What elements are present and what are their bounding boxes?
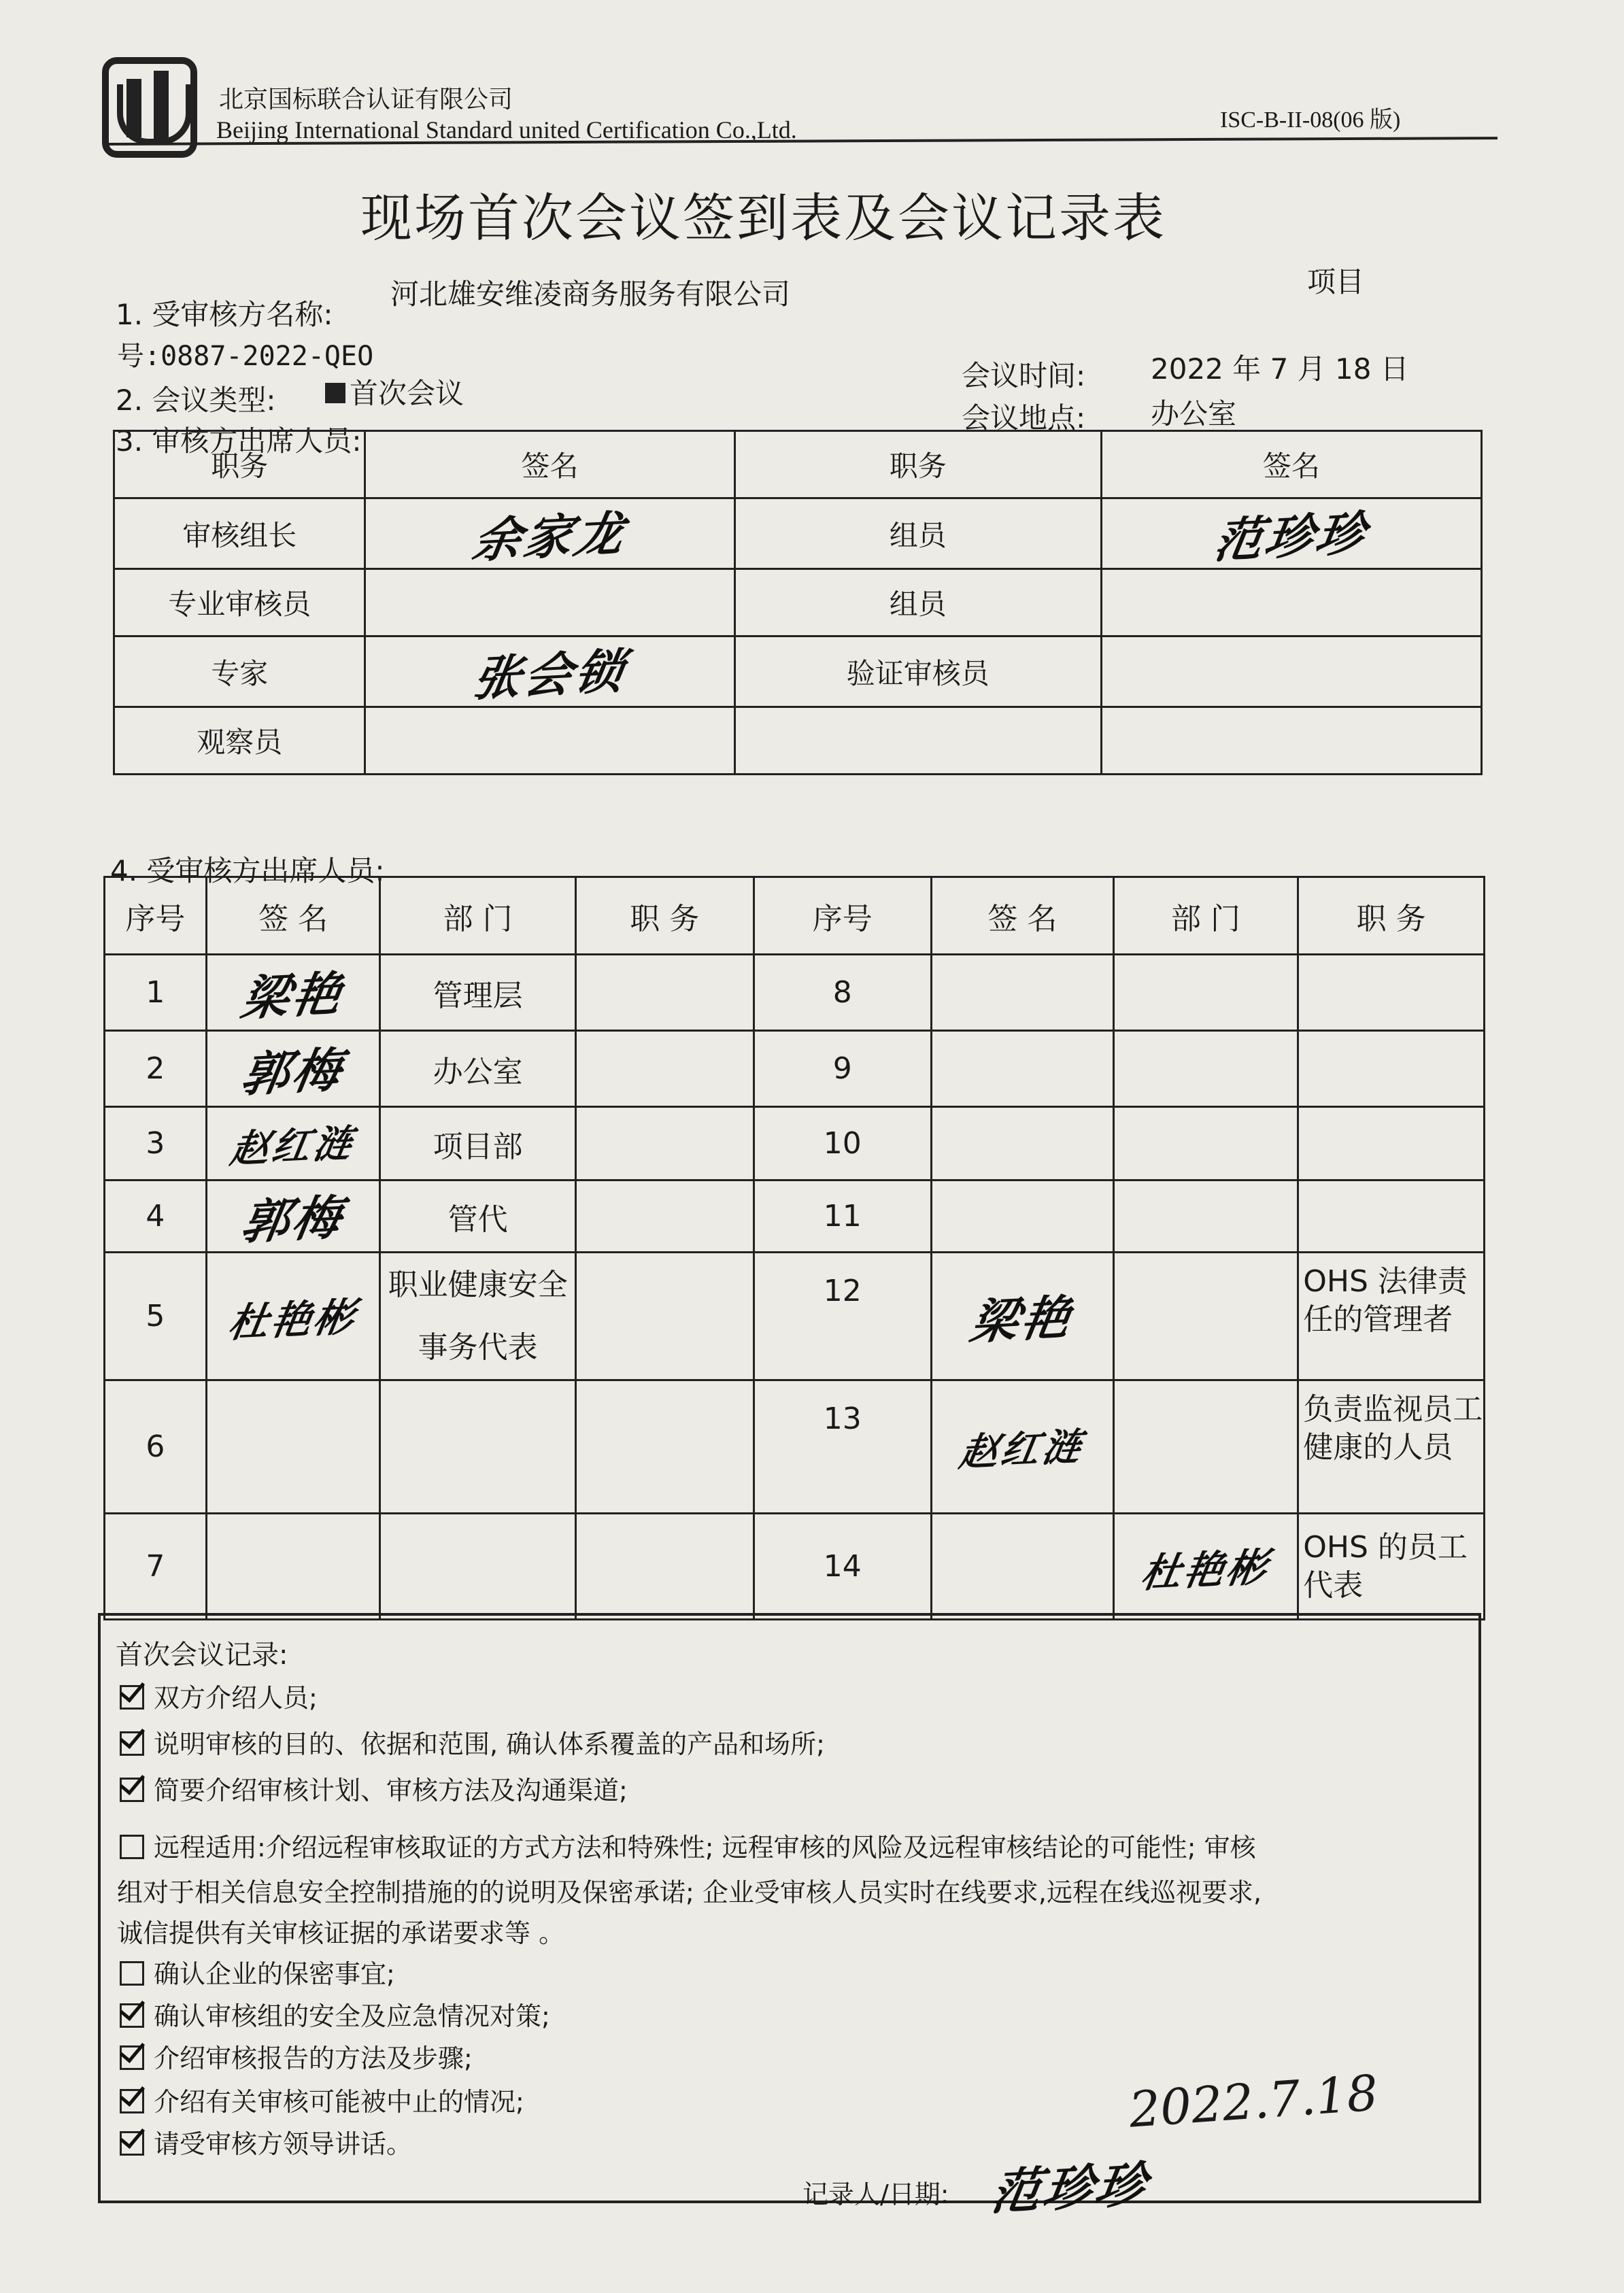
record-title: 首次会议记录: — [116, 1640, 288, 1671]
signature: 梁艳 — [237, 965, 348, 1027]
position-cell — [575, 1181, 754, 1253]
signature: 郭梅 — [237, 1041, 348, 1103]
handwritten-date: 2022.7.18 — [1127, 2064, 1380, 2139]
record-item: 远程适用:介绍远程审核取证的方式方法和特殊性; 远程审核的风险及远程审核结论的可能性; 审核 — [120, 1827, 1256, 1864]
checkbox-checked-icon — [120, 2045, 144, 2070]
dept-cell — [1113, 1514, 1298, 1620]
position-cell — [1298, 955, 1485, 1031]
meeting-time-value: 2022 年 7 月 18 日 — [1151, 352, 1409, 386]
signature-cell — [932, 1031, 1114, 1107]
signature-cell — [932, 1253, 1114, 1380]
position-cell — [575, 1253, 754, 1380]
checkbox-checked-icon — [120, 2131, 144, 2156]
signature-cell — [206, 1181, 380, 1253]
table-row — [105, 1514, 1485, 1620]
seq-cell: 9 — [754, 1031, 932, 1107]
table-header-row — [105, 877, 1485, 955]
meeting-type-label: 2. 会议类型: — [116, 384, 276, 417]
seq-cell: 2 — [105, 1031, 207, 1107]
header-cell: 职务 — [114, 431, 365, 498]
signature: 张会锁 — [469, 643, 630, 707]
position-cell — [1298, 1107, 1485, 1181]
signature-cell — [365, 707, 734, 775]
seq-cell: 11 — [754, 1181, 932, 1253]
header-cell: 部 门 — [380, 877, 576, 955]
seq-cell: 14 — [754, 1514, 932, 1620]
document-code: ISC-B-II-08(06 版) — [1220, 107, 1401, 133]
signature: 梁艳 — [966, 1289, 1077, 1351]
project-label: 项目 — [1307, 265, 1365, 299]
position-cell — [575, 1031, 754, 1107]
seq-cell: 8 — [754, 955, 932, 1031]
auditee-section-label: 4. 受审核方出席人员: — [110, 854, 385, 887]
seq-cell: 5 — [105, 1253, 207, 1380]
checkbox-checked-icon — [120, 2003, 144, 2028]
signature-cell — [206, 1107, 380, 1181]
header-cell: 职务 — [734, 431, 1101, 498]
checkbox-checked-icon — [120, 2089, 144, 2113]
signature-cell — [932, 955, 1114, 1031]
position-cell: OHS 法律责任的管理者 — [1298, 1253, 1485, 1380]
signature: 赵红涟 — [956, 1423, 1087, 1476]
header-cell: 部 门 — [1113, 877, 1298, 955]
header-cell: 签 名 — [206, 877, 380, 955]
dept-cell: 项目部 — [380, 1107, 576, 1181]
auditor-attendance-table — [113, 430, 1483, 775]
header-cell: 职 务 — [575, 877, 754, 955]
seq-cell: 12 — [754, 1253, 932, 1380]
table-row — [114, 569, 1482, 636]
recorder-label: 记录人/日期: — [802, 2179, 949, 2209]
signature: 郭梅 — [237, 1189, 348, 1251]
signature-cell — [932, 1181, 1114, 1253]
company-name-en: Beijing International Standard united Certification Co.,Ltd. — [216, 116, 797, 143]
meeting-time-label: 会议时间: — [962, 359, 1086, 392]
role-cell — [734, 707, 1101, 775]
checkbox-unchecked-icon — [120, 1835, 144, 1859]
header-cell: 职 务 — [1298, 877, 1485, 955]
position-cell — [1298, 1031, 1485, 1107]
seq-cell: 7 — [105, 1514, 207, 1620]
dept-cell — [1113, 1181, 1298, 1253]
seq-cell: 1 — [105, 955, 207, 1031]
role-cell: 验证审核员 — [734, 636, 1101, 707]
dept-cell — [1113, 1380, 1298, 1514]
checkbox-unchecked-icon — [120, 1961, 144, 1986]
table-row — [105, 1031, 1485, 1107]
role-cell: 专家 — [114, 636, 365, 707]
meeting-place-label: 会议地点: — [962, 401, 1086, 435]
table-row — [114, 498, 1482, 569]
signature-cell — [365, 636, 734, 707]
recorder-signature: 范珍珍 — [987, 2155, 1153, 2221]
dept-cell — [380, 1514, 576, 1620]
record-item: 双方介绍人员; — [120, 1677, 318, 1714]
table-row — [105, 1380, 1485, 1514]
table-row — [114, 707, 1482, 775]
signature: 赵红涟 — [227, 1120, 358, 1172]
signature-cell — [932, 1107, 1114, 1181]
signature-cell — [1101, 636, 1481, 707]
signature-cell — [365, 498, 734, 569]
seq-cell: 10 — [754, 1107, 932, 1181]
record-item: 确认审核组的安全及应急情况对策; — [120, 1995, 550, 2033]
seq-cell: 6 — [105, 1380, 207, 1514]
dept-cell — [1113, 1253, 1298, 1380]
role-cell: 组员 — [734, 569, 1101, 636]
signature-cell — [365, 569, 734, 636]
record-item: 确认企业的保密事宜; — [120, 1953, 395, 1990]
position-cell: OHS 的员工代表 — [1298, 1514, 1485, 1620]
signature-cell — [206, 1380, 380, 1514]
checkbox-checked-icon — [120, 1731, 144, 1756]
position-cell — [575, 1107, 754, 1181]
auditor-section-label: 3. 审核方出席人员: — [116, 424, 362, 458]
company-name-cn: 北京国标联合认证有限公司 — [219, 86, 513, 114]
position-cell — [575, 1514, 754, 1620]
meeting-type-value: 首次会议 — [325, 371, 464, 412]
role-cell: 专业审核员 — [114, 569, 365, 636]
dept-cell — [1113, 1107, 1298, 1181]
signature-cell — [206, 1253, 380, 1380]
dept-cell: 管代 — [380, 1181, 576, 1253]
signature: 余家龙 — [469, 505, 630, 569]
auditee-value: 河北雄安维凌商务服务有限公司 — [390, 277, 791, 311]
dept-cell: 管理层 — [380, 955, 576, 1031]
role-cell: 观察员 — [114, 707, 365, 775]
record-item-continued: 诚信提供有关审核证据的承诺要求等 。 — [117, 1918, 565, 1948]
signature-cell — [932, 1380, 1114, 1514]
table-row — [105, 955, 1485, 1031]
page-title: 现场首次会议签到表及会议记录表 — [360, 188, 1166, 248]
seq-cell: 4 — [105, 1181, 207, 1253]
header-cell: 序号 — [105, 877, 207, 955]
table-header-row — [114, 431, 1482, 498]
header-cell: 签名 — [365, 431, 734, 498]
table-row — [105, 1181, 1485, 1253]
role-cell: 组员 — [734, 498, 1101, 569]
checkbox-checked-icon — [120, 1778, 144, 1802]
header-cell: 签名 — [1101, 431, 1481, 498]
dept-cell: 职业健康安全事务代表 — [380, 1253, 576, 1380]
signature-cell — [1101, 707, 1481, 775]
position-cell — [1298, 1181, 1485, 1253]
dept-cell — [1113, 955, 1298, 1031]
signature: 杜艳彬 — [1137, 1543, 1273, 1597]
table-row — [105, 1253, 1485, 1380]
record-item: 请受审核方领导讲话。 — [120, 2123, 412, 2160]
auditee-attendance-table — [103, 876, 1485, 1620]
dept-cell: 办公室 — [380, 1031, 576, 1107]
auditee-label: 1. 受审核方名称: — [116, 298, 333, 331]
table-row — [114, 636, 1482, 707]
checkbox-checked-icon — [120, 1685, 144, 1710]
dept-cell — [380, 1380, 576, 1514]
seq-cell: 13 — [754, 1380, 932, 1514]
position-cell: 负责监视员工健康的人员 — [1298, 1380, 1485, 1514]
table-row — [105, 1107, 1485, 1181]
signature: 杜艳彬 — [224, 1293, 360, 1346]
signature-cell — [206, 1514, 380, 1620]
meeting-place-value: 办公室 — [1151, 397, 1237, 430]
signature-cell — [1101, 498, 1481, 569]
signature-cell — [206, 955, 380, 1031]
record-item: 介绍有关审核可能被中止的情况; — [120, 2081, 524, 2118]
record-item: 说明审核的目的、依据和范围, 确认体系覆盖的产品和场所; — [120, 1723, 825, 1761]
signature-cell — [206, 1031, 380, 1107]
position-cell — [575, 1380, 754, 1514]
record-item: 介绍审核报告的方法及步骤; — [120, 2037, 473, 2075]
header-cell: 序号 — [754, 877, 932, 955]
dept-cell — [1113, 1031, 1298, 1107]
role-cell: 审核组长 — [114, 498, 365, 569]
signature-cell — [932, 1514, 1114, 1620]
seq-cell: 3 — [105, 1107, 207, 1181]
signature-cell — [1101, 569, 1481, 636]
meeting-type-checkbox-icon — [325, 383, 345, 403]
signature: 范珍珍 — [1210, 505, 1372, 569]
header-cell: 签 名 — [932, 877, 1114, 955]
record-item: 简要介绍审核计划、审核方法及沟通渠道; — [120, 1769, 628, 1807]
position-cell — [575, 955, 754, 1031]
project-number: 号:0887-2022-QEO — [117, 341, 374, 372]
record-item-continued: 组对于相关信息安全控制措施的的说明及保密承诺; 企业受审核人员实时在线要求,远程在线巡视要求, — [117, 1878, 1262, 1907]
